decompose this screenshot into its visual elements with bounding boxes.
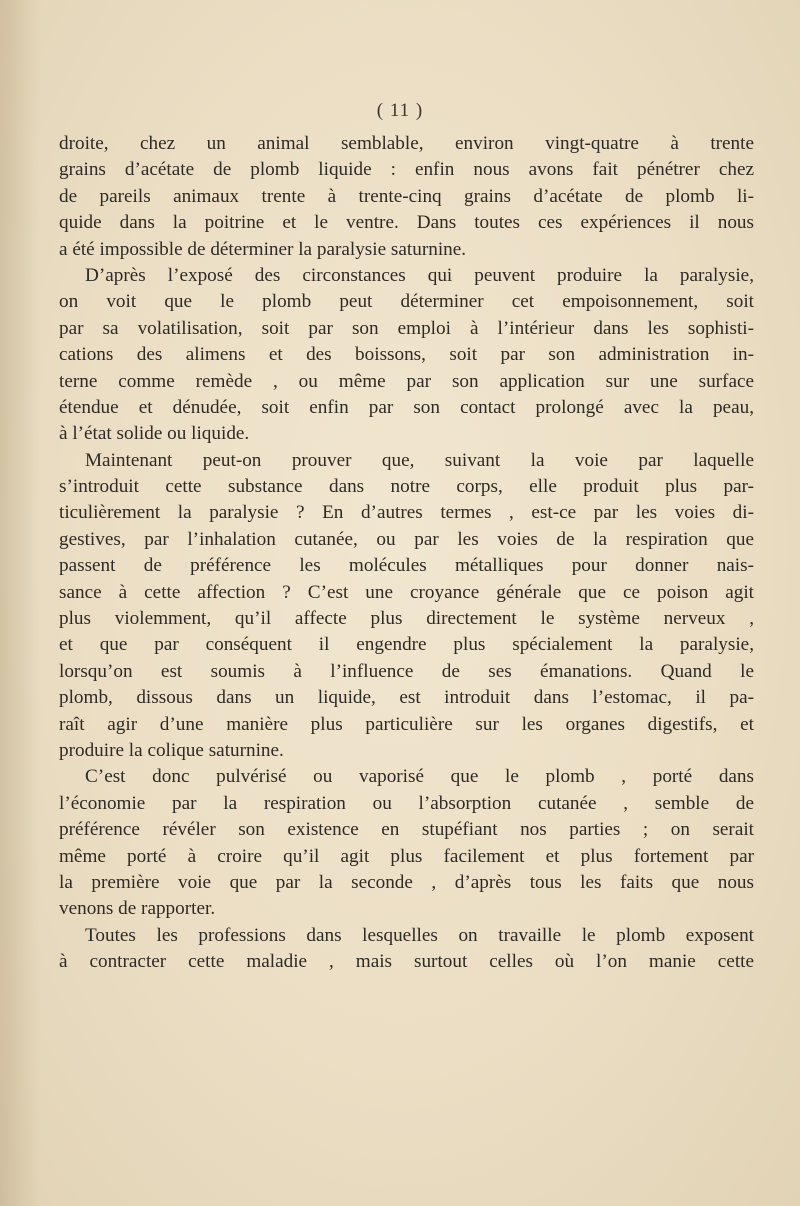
- text-line: quide dans la poitrine et le ventre. Dans toutes ces expériences il nous: [59, 212, 754, 234]
- text-line: droite, chez un animal semblable, environ vingt-quatre à trente: [59, 133, 754, 154]
- text-line: grains d’acétate de plomb liquide : enfin nous avons fait pénétrer chez: [59, 159, 754, 181]
- text-line: Toutes les professions dans lesquelles on travaille le plomb exposent: [85, 924, 754, 946]
- text-line: la première voie que par la seconde , d’après tous les faits que nous: [59, 871, 754, 893]
- text-body: [59, 131, 754, 976]
- text-line: et que par conséquent il engendre plus spécialement la paralysie,: [59, 634, 754, 656]
- text-line: à contracter cette maladie , mais surtout celles où l’on manie cette: [59, 951, 754, 973]
- text-line: passent de préférence les molécules métalliques pour donner nais-: [59, 555, 754, 577]
- text-line: terne comme remède , ou même par son application sur une surface: [59, 370, 754, 392]
- page-number: ( 11 ): [376, 100, 424, 121]
- text-line: raît agir d’une manière plus particulière sur les organes digestifs, et: [59, 713, 754, 735]
- text-line: préférence révéler son existence en stupéfiant nos parties ; on serait: [59, 819, 754, 841]
- text-line: gestives, par l’inhalation cutanée, ou par les voies de la respiration que: [59, 528, 754, 550]
- paragraph: [59, 764, 754, 922]
- paragraph: [59, 923, 754, 976]
- text-line: plomb, dissous dans un liquide, est introduit dans l’estomac, il pa-: [59, 687, 754, 709]
- text-line: C’est donc pulvérisé ou vaporisé que le plomb , porté dans: [85, 766, 754, 788]
- text-line: lorsqu’on est soumis à l’influence de ses émanations. Quand le: [59, 660, 754, 682]
- text-line: cations des alimens et des boissons, soit par son administration in-: [59, 344, 754, 366]
- text-line: D’après l’exposé des circonstances qui peuvent produire la paralysie,: [85, 264, 754, 286]
- text-line: ticulièrement la paralysie ? En d’autres termes , est-ce par les voies di-: [59, 502, 754, 524]
- text-line: même porté à croire qu’il agit plus facilement et plus fortement par: [59, 845, 754, 867]
- text-line: venons de rapporter.: [59, 898, 216, 920]
- text-line: l’économie par la respiration ou l’absorption cutanée , semble de: [59, 792, 754, 814]
- text-line: a été impossible de déterminer la paralysie saturnine.: [59, 238, 467, 260]
- paragraph: [59, 131, 754, 263]
- text-line: étendue et dénudée, soit enfin par son contact prolongé avec la peau,: [59, 396, 754, 418]
- text-line: par sa volatilisation, soit par son emploi à l’intérieur dans les sophisti-: [59, 317, 754, 339]
- text-line: produire la colique saturnine.: [59, 739, 284, 761]
- paragraph: [59, 263, 754, 448]
- text-line: s’introduit cette substance dans notre corps, elle produit plus par-: [59, 476, 754, 498]
- text-line: sance à cette affection ? C’est une croyance générale que ce poison agit: [59, 581, 754, 603]
- text-line: Maintenant peut-on prouver que, suivant la voie par laquelle: [85, 449, 754, 471]
- paragraph: [59, 448, 754, 765]
- text-line: à l’état solide ou liquide.: [59, 423, 250, 445]
- text-line: de pareils animaux trente à trente-cinq grains d’acétate de plomb li-: [59, 185, 754, 207]
- text-line: on voit que le plomb peut déterminer cet empoisonnement, soit: [59, 291, 754, 313]
- text-line: plus violemment, qu’il affecte plus directement le système nerveux ,: [59, 608, 754, 630]
